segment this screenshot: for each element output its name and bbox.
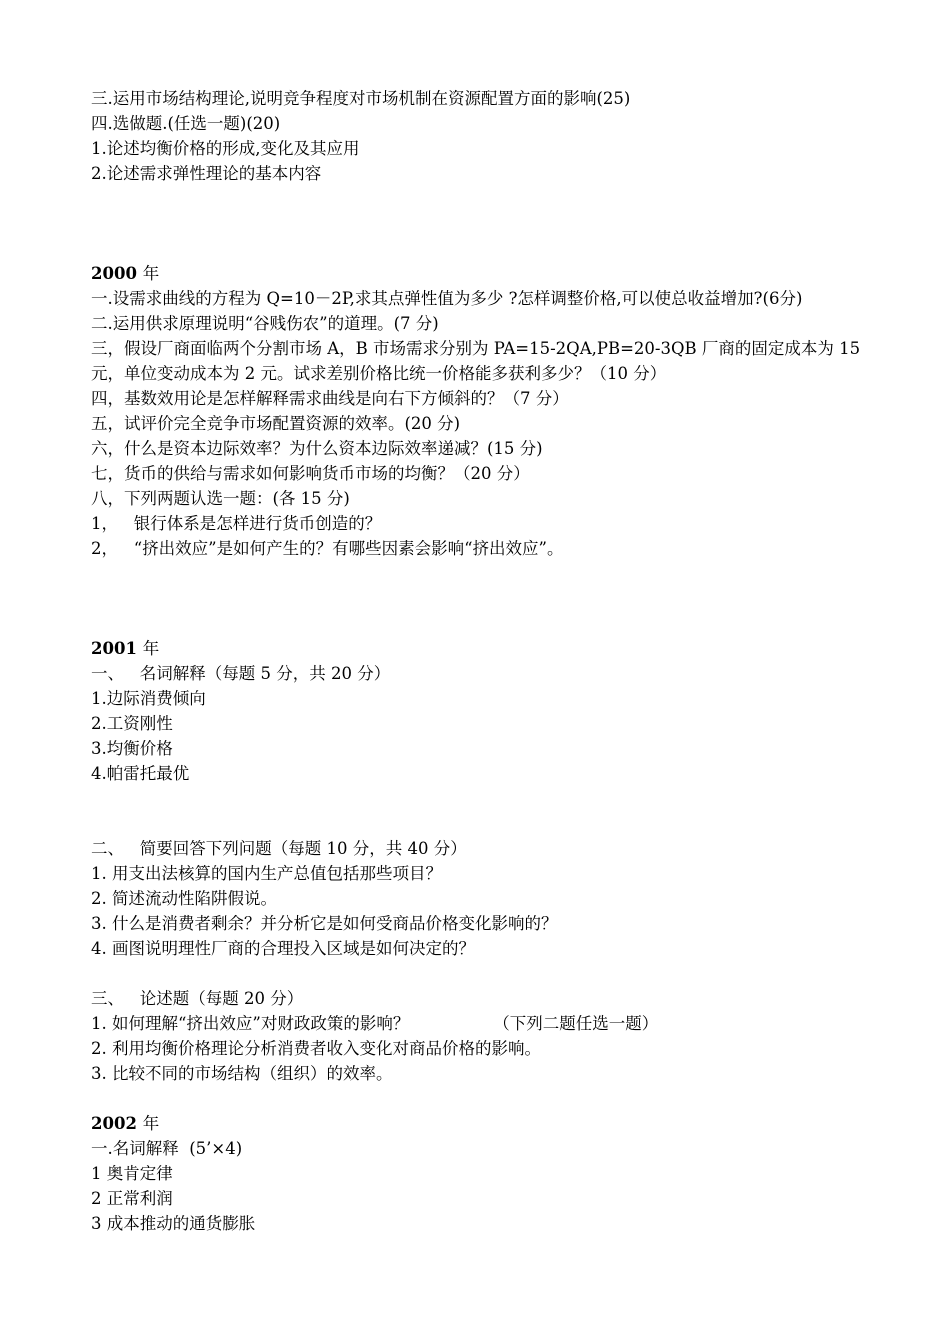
question-line: 七，货币的供给与需求如何影响货币市场的均衡？（20 分） xyxy=(91,464,530,483)
question-line: 2. 简述流动性陷阱假说。 xyxy=(91,889,277,908)
section-heading: 一、 名词解释（每题 5 分，共 20 分） xyxy=(91,664,391,683)
question-line: 3. 比较不同的市场结构（组织）的效率。 xyxy=(91,1064,393,1083)
question-line: 二.运用供求原理说明“谷贱伤农”的道理。(7 分) xyxy=(91,314,439,333)
question-line: 五，试评价完全竞争市场配置资源的效率。(20 分) xyxy=(91,414,461,433)
term-item: 3 成本推动的通货膨胀 xyxy=(91,1214,256,1233)
question-line: 1， 银行体系是怎样进行货币创造的？ xyxy=(91,514,382,533)
term-item: 2.工资刚性 xyxy=(91,714,173,733)
term-item: 1.边际消费倾向 xyxy=(91,689,206,708)
text-line: 2.论述需求弹性理论的基本内容 xyxy=(91,164,322,183)
text-line: 1.论述均衡价格的形成,变化及其应用 xyxy=(91,139,360,158)
section-heading: 三、 论述题（每题 20 分） xyxy=(91,989,304,1008)
question-line: 1. 如何理解“挤出效应”对财政政策的影响？ （下列二题任选一题） xyxy=(91,1014,659,1033)
question-line: 2， “挤出效应”是如何产生的？有哪些因素会影响“挤出效应”。 xyxy=(91,539,564,558)
section-heading: 一.名词解释 (5’×4) xyxy=(91,1139,243,1158)
question-line: 2. 利用均衡价格理论分析消费者收入变化对商品价格的影响。 xyxy=(91,1039,541,1058)
term-item: 2 正常利润 xyxy=(91,1189,173,1208)
question-line: 一.设需求曲线的方程为 Q=10－2P,求其点弹性值为多少 ?怎样调整价格,可以使总收益增加?(6分) xyxy=(91,289,803,308)
term-item: 3.均衡价格 xyxy=(91,739,173,758)
question-line: 六，什么是资本边际效率？为什么资本边际效率递减？(15 分) xyxy=(91,439,543,458)
question-line: 4. 画图说明理性厂商的合理投入区域是如何决定的？ xyxy=(91,939,475,958)
year-heading-2002: 2002 年 xyxy=(91,1114,160,1133)
section-heading: 二、 简要回答下列问题（每题 10 分，共 40 分） xyxy=(91,839,467,858)
question-line: 三，假设厂商面临两个分割市场 A，B 市场需求分别为 PA=15-2QA,PB=20-3QB 厂商的固定成本为 15 元，单位变动成本为 2 元。试求差别价格比统一价格能多获利多少？（10 分） xyxy=(91,339,861,383)
text-line: 三.运用市场结构理论,说明竞争程度对市场机制在资源配置方面的影响(25) xyxy=(91,89,631,108)
question-line: 3. 什么是消费者剩余？并分析它是如何受商品价格变化影响的？ xyxy=(91,914,558,933)
term-item: 1 奥肯定律 xyxy=(91,1164,173,1183)
document-page xyxy=(91,86,866,1236)
question-line: 1. 用支出法核算的国内生产总值包括那些项目？ xyxy=(91,864,442,883)
question-line: 八，下列两题认选一题：(各 15 分) xyxy=(91,489,350,508)
year-heading-2000: 2000 年 xyxy=(91,264,160,283)
text-line: 四.选做题.(任选一题)(20) xyxy=(91,114,281,133)
question-line: 四，基数效用论是怎样解释需求曲线是向右下方倾斜的？（7 分） xyxy=(91,389,569,408)
term-item: 4.帕雷托最优 xyxy=(91,764,190,783)
year-heading-2001: 2001 年 xyxy=(91,639,160,658)
